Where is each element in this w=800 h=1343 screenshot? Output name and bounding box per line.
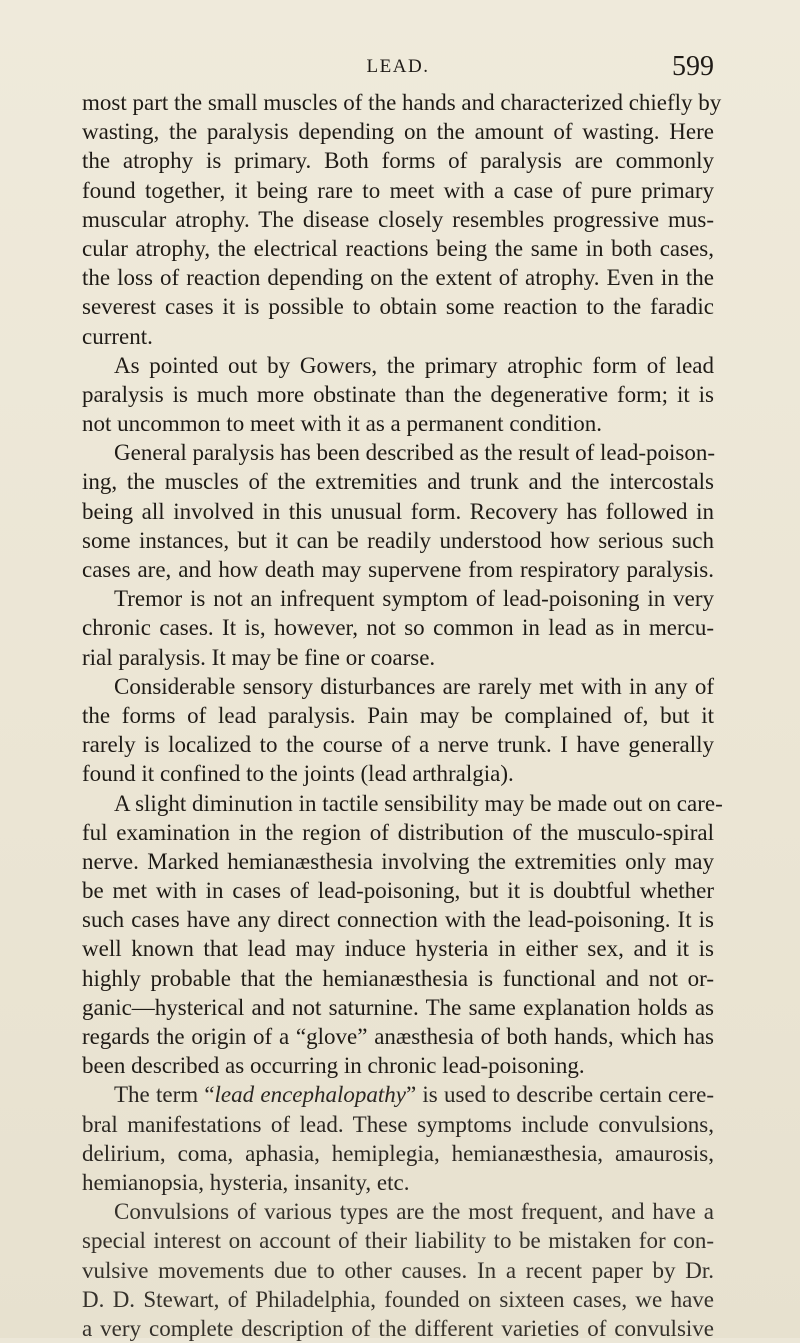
- paragraph-start-line: General paralysis has been described as the result of lead-poison-: [114, 440, 715, 466]
- paragraph-start-line: Tremor is not an infrequent symptom of lead-poisoning in very: [114, 586, 714, 612]
- page-number: 599: [672, 51, 714, 82]
- text-line: D. D. Stewart, of Philadelphia, founded on sixteen cases, we have: [82, 1286, 714, 1312]
- text-fragment: ” is used to describe certain cere-: [405, 1082, 714, 1108]
- text-line: cular atrophy, the electrical reactions being the same in both cases,: [82, 235, 714, 261]
- text-line: found together, it being rare to meet with a case of pure primary: [82, 177, 714, 203]
- text-line: highly probable that the hemianæsthesia is functional and not or-: [82, 965, 714, 991]
- text-line: current.: [82, 323, 153, 349]
- text-line: the forms of lead paralysis. Pain may be complained of, but it: [82, 702, 714, 728]
- text-line: rial paralysis. It may be fine or coarse.: [82, 644, 436, 670]
- text-line: ganic—hysterical and not saturnine. The same explanation holds as: [82, 994, 714, 1020]
- text-line: some instances, but it can be readily understood how serious such: [82, 527, 714, 553]
- text-line: rarely is localized to the course of a nerve trunk. I have generally: [82, 732, 714, 758]
- italic-term: lead encephalopathy: [214, 1082, 406, 1108]
- text-line: a very complete description of the different varieties of convulsive: [82, 1315, 714, 1341]
- text-line: regards the origin of a “glove” anæsthesia of both hands, which has: [82, 1024, 714, 1049]
- text-line: ful examination in the region of distribution of the musculo-spiral: [82, 819, 714, 845]
- text-line: bral manifestations of lead. These symptoms include convulsions,: [82, 1111, 714, 1137]
- text-line: muscular atrophy. The disease closely resembles progressive mus-: [82, 206, 714, 232]
- text-line: delirium, coma, aphasia, hemiplegia, hemianæsthesia, amaurosis,: [82, 1140, 714, 1166]
- text-line: found it confined to the joints (lead arthralgia).: [82, 761, 514, 787]
- text-line: such cases have any direct connection with the lead-poisoning. It is: [82, 907, 714, 933]
- text-line: well known that lead may induce hysteria in either sex, and it is: [82, 936, 714, 962]
- text-line: paralysis is much more obstinate than the degenerative form; it is: [82, 381, 714, 407]
- running-title: LEAD.: [366, 56, 430, 77]
- text-line: being all involved in this unusual form. Recovery has followed in: [82, 498, 714, 524]
- text-line: the atrophy is primary. Both forms of paralysis are commonly: [82, 148, 714, 174]
- text-line: ing, the muscles of the extremities and trunk and the intercostals: [82, 469, 714, 495]
- paragraph-start-line: Considerable sensory disturbances are rarely met with in any of: [114, 673, 714, 699]
- paragraph-start-line: Convulsions of various types are the most frequent, and have a: [114, 1199, 714, 1225]
- text-line: special interest on account of their liability to be mistaken for con-: [82, 1228, 714, 1254]
- text-line: most part the small muscles of the hands and characterized chiefly by: [82, 90, 722, 115]
- text-line: chronic cases. It is, however, not so common in lead as in mercu-: [82, 615, 714, 641]
- text-line: severest cases it is possible to obtain some reaction to the faradic: [82, 294, 714, 320]
- text-line: nerve. Marked hemianæsthesia involving the extremities only may: [82, 848, 714, 874]
- text-line: the loss of reaction depending on the extent of atrophy. Even in the: [82, 265, 714, 291]
- text-line: vulsive movements due to other causes. In a recent paper by Dr.: [82, 1257, 714, 1283]
- paragraph-start-line: [82, 1080, 714, 1109]
- paragraph-start-line: As pointed out by Gowers, the primary atrophic form of lead: [114, 352, 714, 378]
- text-line: be met with in cases of lead-poisoning, but it is doubtful whether: [82, 878, 714, 904]
- paragraph-start-line: A slight diminution in tactile sensibility may be made out on care-: [114, 790, 723, 816]
- text-line: cases are, and how death may supervene from respiratory paralysis.: [82, 557, 714, 582]
- text-fragment: The term “: [114, 1082, 215, 1108]
- text-line: hemianopsia, hysteria, insanity, etc.: [82, 1169, 410, 1195]
- running-head: [82, 52, 714, 82]
- text-line: wasting, the paralysis depending on the amount of wasting. Here: [82, 119, 714, 145]
- text-line: not uncommon to meet with it as a permanent condition.: [82, 411, 602, 437]
- text-line: been described as occurring in chronic lead-poisoning.: [82, 1053, 585, 1079]
- body-text: [82, 88, 723, 1343]
